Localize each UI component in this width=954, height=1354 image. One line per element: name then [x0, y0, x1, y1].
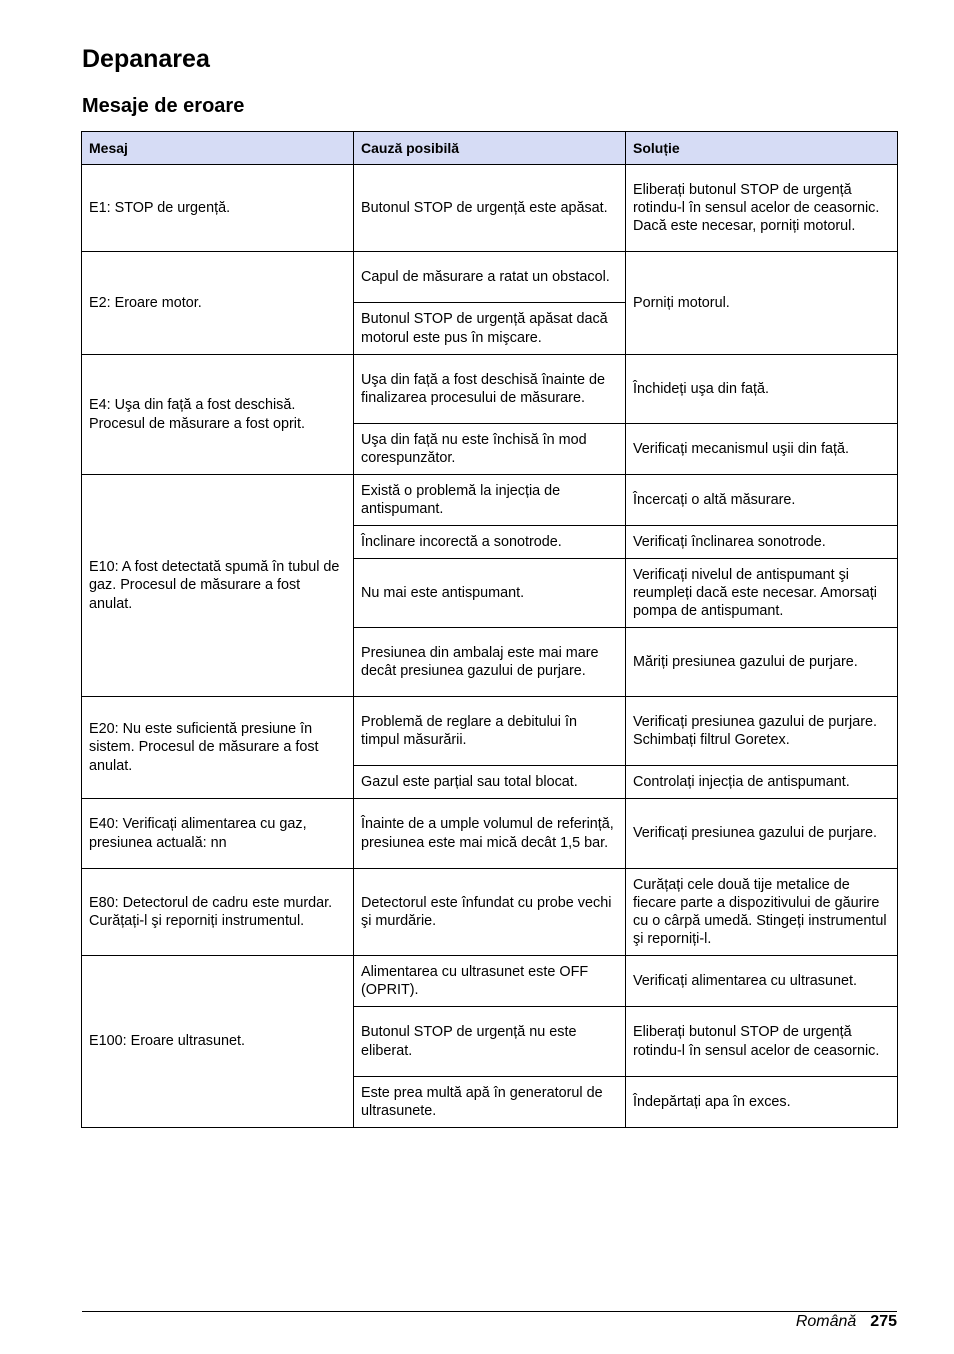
message-cell: E2: Eroare motor.	[82, 252, 354, 355]
message-cell: E20: Nu este suficientă presiune în sistem. Procesul de măsurare a fost anulat.	[82, 697, 354, 799]
solution-cell: Verificați înclinarea sonotrode.	[626, 526, 898, 559]
table-row	[82, 355, 898, 424]
solution-cell: Măriți presiunea gazului de purjare.	[626, 628, 898, 697]
cause-cell: Detectorul este înfundat cu probe vechi şi murdărie.	[354, 869, 626, 956]
cause-cell: Gazul este parțial sau total blocat.	[354, 766, 626, 799]
cause-cell: Butonul STOP de urgență apăsat dacă motorul este pus în mişcare.	[354, 303, 626, 355]
cause-cell: Este prea multă apă în generatorul de ultrasunete.	[354, 1077, 626, 1128]
solution-cell: Îndepărtați apa în exces.	[626, 1077, 898, 1128]
solution-cell: Verificați presiunea gazului de purjare.	[626, 799, 898, 869]
cause-cell: Problemă de reglare a debitului în timpul măsurării.	[354, 697, 626, 766]
cause-cell: Presiunea din ambalaj este mai mare decât presiunea gazului de purjare.	[354, 628, 626, 697]
message-cell: E80: Detectorul de cadru este murdar. Curățați-l şi reporniți instrumentul.	[82, 869, 354, 956]
solution-cell: Eliberați butonul STOP de urgență rotindu-l în sensul acelor de ceasornic. Dacă este necesar, porniți motorul.	[626, 165, 898, 252]
cause-cell: Butonul STOP de urgență este apăsat.	[354, 165, 626, 252]
page-number: 275	[870, 1313, 897, 1330]
cause-cell: Capul de măsurare a ratat un obstacol.	[354, 252, 626, 303]
page-footer	[796, 1312, 897, 1332]
solution-cell: Încercați o altă măsurare.	[626, 475, 898, 526]
table-row	[82, 697, 898, 766]
table-row	[82, 252, 898, 303]
cause-cell: Nu mai este antispumant.	[354, 559, 626, 628]
table-row	[82, 869, 898, 956]
message-cell: E4: Uşa din față a fost deschisă. Procesul de măsurare a fost oprit.	[82, 355, 354, 475]
table-row	[82, 956, 898, 1007]
solution-cell: Controlați injecția de antispumant.	[626, 766, 898, 799]
header-solution: Soluție	[626, 132, 898, 165]
error-messages-table	[81, 131, 898, 1128]
table-row	[82, 165, 898, 252]
table-header-row	[82, 132, 898, 165]
solution-cell: Eliberați butonul STOP de urgență rotindu-l în sensul acelor de ceasornic.	[626, 1007, 898, 1077]
cause-cell: Uşa din față nu este închisă în mod corespunzător.	[354, 424, 626, 475]
cause-cell: Înclinare incorectă a sonotrode.	[354, 526, 626, 559]
header-message: Mesaj	[82, 132, 354, 165]
solution-cell: Închideți uşa din față.	[626, 355, 898, 424]
footer-language: Română	[795, 1313, 857, 1330]
cause-cell: Înainte de a umple volumul de referință, presiunea este mai mică decât 1,5 bar.	[354, 799, 626, 869]
message-cell: E40: Verificați alimentarea cu gaz, presiunea actuală: nn	[82, 799, 354, 869]
solution-cell: Curățați cele două tije metalice de fiecare parte a dispozitivului de găurire cu o cârpă umedă. Stingeți instrumentul şi reporniți-l.	[626, 869, 898, 956]
footer-divider	[82, 1311, 897, 1312]
solution-cell: Verificați nivelul de antispumant şi reumpleți dacă este necesar. Amorsați pompa de antispumant.	[626, 559, 898, 628]
table-row	[82, 799, 898, 869]
cause-cell: Uşa din față a fost deschisă înainte de finalizarea procesului de măsurare.	[354, 355, 626, 424]
table-row	[82, 475, 898, 526]
solution-cell: Verificați alimentarea cu ultrasunet.	[626, 956, 898, 1007]
page-title: Depanarea	[82, 45, 210, 73]
message-cell: E1: STOP de urgență.	[82, 165, 354, 252]
solution-cell: Porniți motorul.	[626, 252, 898, 355]
header-cause: Cauză posibilă	[354, 132, 626, 165]
cause-cell: Alimentarea cu ultrasunet este OFF (OPRIT).	[354, 956, 626, 1007]
section-heading: Mesaje de eroare	[82, 95, 245, 117]
message-cell: E10: A fost detectată spumă în tubul de gaz. Procesul de măsurare a fost anulat.	[82, 475, 354, 697]
cause-cell: Există o problemă la injecția de antispumant.	[354, 475, 626, 526]
cause-cell: Butonul STOP de urgență nu este eliberat.	[354, 1007, 626, 1077]
solution-cell: Verificați presiunea gazului de purjare. Schimbați filtrul Goretex.	[626, 697, 898, 766]
message-cell: E100: Eroare ultrasunet.	[82, 956, 354, 1128]
solution-cell: Verificați mecanismul uşii din față.	[626, 424, 898, 475]
